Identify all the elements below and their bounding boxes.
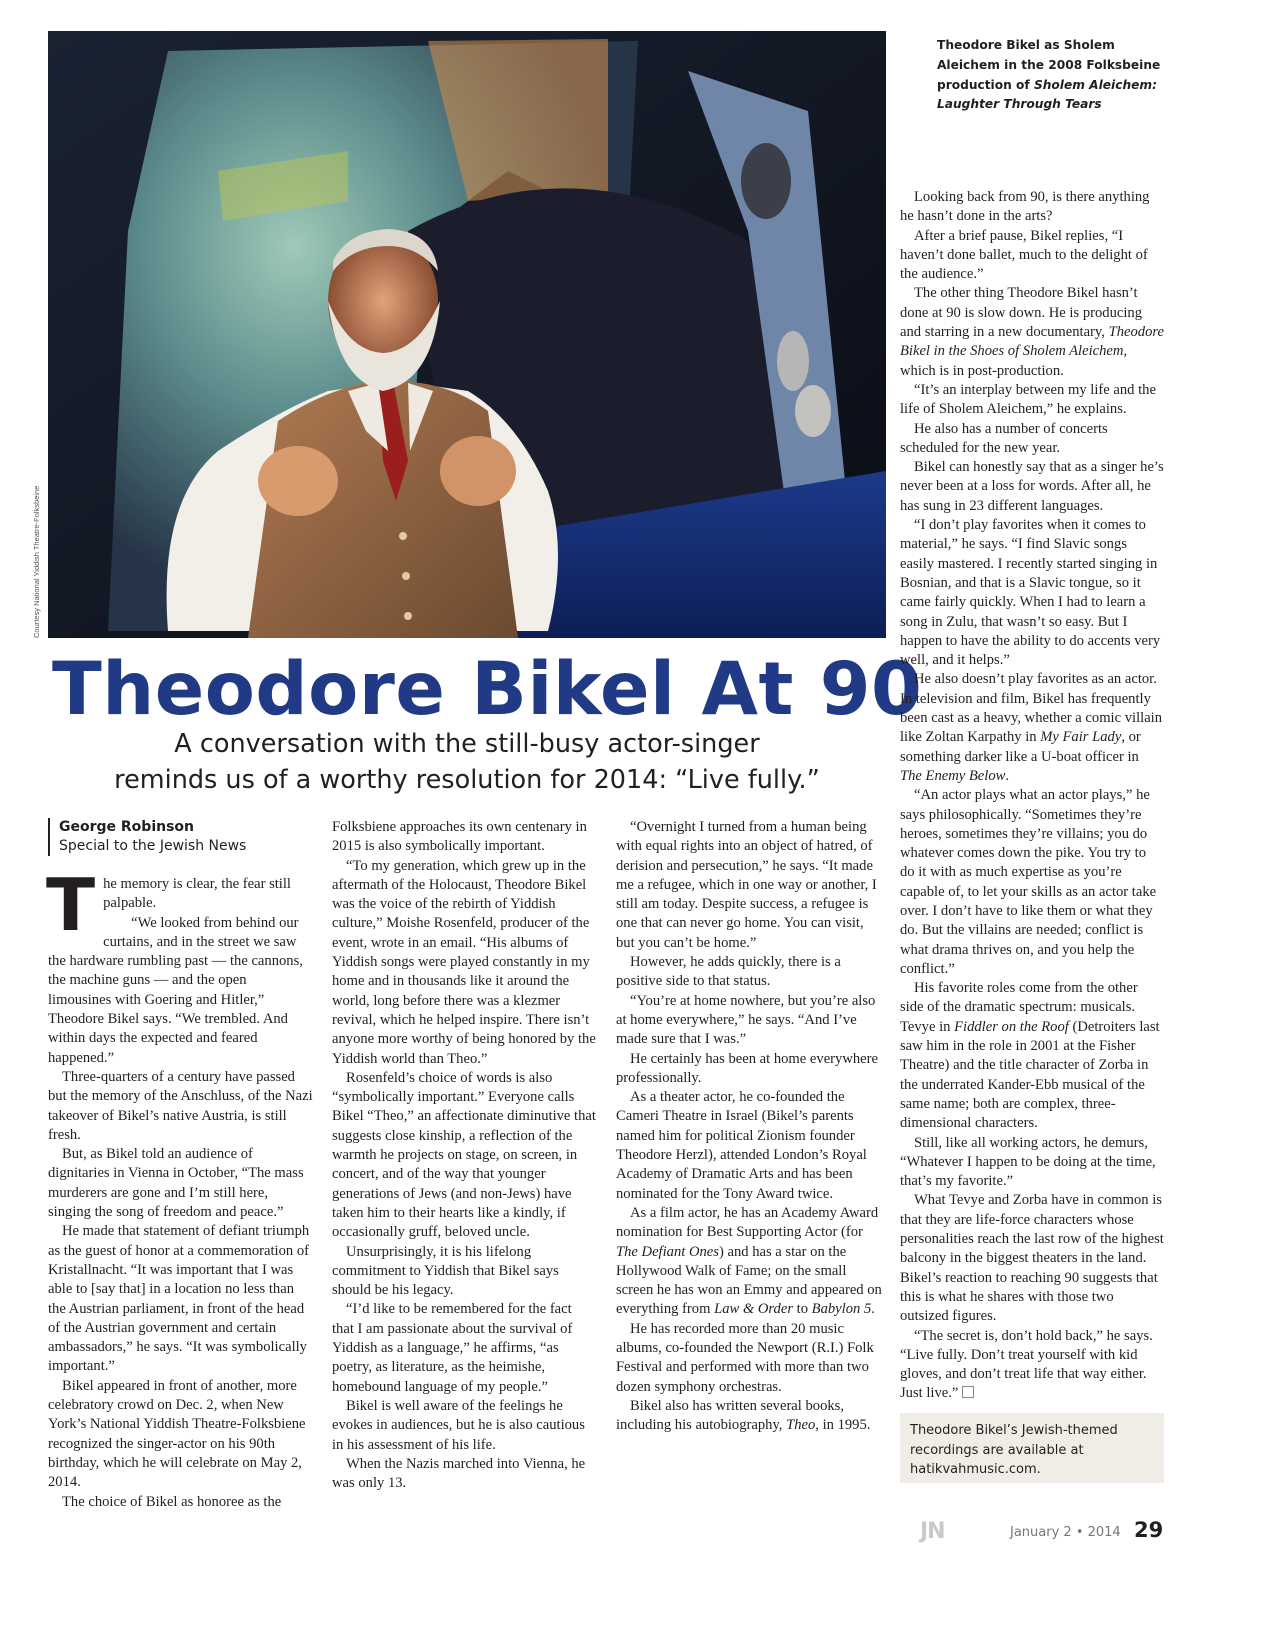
- deck-line-2: reminds us of a worthy resolution for 2014: “Live fully.”: [114, 765, 820, 795]
- article-column-2: [332, 818, 597, 1493]
- paragraph: “I don’t play favorites when it comes to material,” he says. “I find Slavic songs easily mastered. I recently started singing in Bosnian, and that is a Slavic tongue, so it came fairly quickly. When I had to learn a song in Zulu, that wasn’t so easy. But I happen to have the ability to do accents very well, and it helps.”: [900, 517, 1161, 669]
- paragraph: Folksbiene approaches its own centenary in 2015 is also symbolically important.: [332, 819, 587, 855]
- paragraph: Looking back from 90, is there anything he hasn’t done in the arts?: [900, 189, 1150, 225]
- author-name: George Robinson: [59, 819, 195, 835]
- paragraph: Three-quarters of a century have passed but the memory of the Anschluss, of the Nazi takeover of Bikel’s native Austria, is still fresh.: [48, 1068, 313, 1143]
- paragraph: As a theater actor, he co-founded the Cameri Theatre in Israel (Bikel’s parents named him for political Zionism founder Theodore Herzl), attended London’s Royal Academy of Dramatic Arts and has been nominated for the Tony Award twice.: [616, 1089, 867, 1202]
- info-box: Theodore Bikel’s Jewish-themed recordings are available at hatikvahmusic.com.: [900, 1413, 1164, 1483]
- end-mark-icon: [962, 1386, 974, 1398]
- article-column-4: [900, 188, 1164, 1404]
- paragraph: “Overnight I turned from a human being with equal rights into an object of hatred, of derision and persecution,” he says. “It made me a refugee, which in one way or another, I still am today. Despite success, a refugee is one that can never go home. You can visit, but you can’t be home.”: [616, 819, 877, 951]
- byline: [48, 818, 246, 856]
- headline: Theodore Bikel At 90: [52, 647, 923, 732]
- paragraph: He also has a number of concerts scheduled for the new year.: [900, 420, 1108, 456]
- paragraph: The other thing Theodore Bikel hasn’t done at 90 is slow down. He is producing and starring in a new documentary, Theodore Bikel in the Shoes of Sholem Aleichem, which is in post-production.: [900, 285, 1164, 379]
- paragraph: “An actor plays what an actor plays,” he says philosophically. “Sometimes they’re heroes, sometimes they’re villains; you do whatever comes down the pike. You try to do it with as much expertise as you’re capable of, to let your skills as an actor take over. I don’t have to like them or what they do. But the villains are needed; conflict is what drama thrives on, and you help the conflict.”: [900, 787, 1157, 977]
- paragraph: As a film actor, he has an Academy Award nomination for Best Supporting Actor (for The Defiant Ones) and has a star on the Hollywood Walk of Fame; on the small screen he has won an Emmy and appeared on everything from Law & Order to Babylon 5.: [616, 1204, 882, 1318]
- paragraph: However, he adds quickly, there is a positive side to that status.: [616, 954, 841, 990]
- paragraph: Bikel is well aware of the feelings he evokes in audiences, but he is also cautious in his assessment of his life.: [332, 1397, 585, 1453]
- paragraph: When the Nazis marched into Vienna, he was only 13.: [332, 1455, 586, 1492]
- paragraph: “I’d like to be remembered for the fact that I am passionate about the survival of Yiddish as a language,” he affirms, “as poetry, as literature, as the heimishe, homebound language of my people.”: [332, 1301, 573, 1395]
- paragraph: “To my generation, which grew up in the aftermath of the Holocaust, Theodore Bikel was the voice of the rebirth of Yiddish culture,” Moishe Rosenfeld, producer of the event, wrote in an email. “His albums of Yiddish songs were played constantly in my home and in thousands like it around the world, long before there was a klezmer revival, which he helped inspire. There isn’t anyone more worthy of being honored by the Yiddish world than Theo.”: [332, 857, 596, 1067]
- page-number: 29: [1134, 1518, 1164, 1542]
- paragraph: “It’s an interplay between my life and the life of Sholem Aleichem,” he explains.: [900, 381, 1156, 418]
- paragraph: His favorite roles come from the other side of the dramatic spectrum: musicals. Tevye in Fiddler on the Roof (Detroiters last saw him in the role in 2001 at the Fisher Theatre) and the title character of Zorba in the underrated Kander-Ebb musical of the same name; both are complex, three-dimensional characters.: [900, 980, 1160, 1132]
- stage-photo-illustration: [48, 31, 886, 638]
- paragraph: He certainly has been at home everywhere professionally.: [616, 1050, 878, 1086]
- paragraph: He also doesn’t play favorites as an actor. In television and film, Bikel has frequently been cast as a heavy, whether a comic villain like Zoltan Karpathy in My Fair Lady, or something darker like a U-boat officer in The Enemy Below.: [900, 671, 1163, 784]
- paragraph: The choice of Bikel as honoree as the: [62, 1493, 282, 1510]
- caption-title: Sholem Aleichem: Laughter Through Tears: [937, 77, 1157, 112]
- author-affiliation: Special to the Jewish News: [59, 838, 247, 854]
- publication-logo: JN: [920, 1519, 945, 1544]
- paragraph: “We looked from behind our curtains, and in the street we saw the hardware rumbling past — the cannons, the machine guns — and the open limousines with Goering and Hitler,” Theodore Bikel says. “We trembled. And within days the expected and feared happened.”: [48, 914, 303, 1066]
- paragraph: He has recorded more than 20 music albums, co-founded the Newport (R.I.) Folk Festival and performed with more than two dozen symphony orchestras.: [616, 1320, 874, 1395]
- paragraph: Still, like all working actors, he demurs, “Whatever I happen to be doing at the time, that’s my favorite.”: [900, 1134, 1156, 1190]
- paragraph: “The secret is, don’t hold back,” he says. “Live fully. Don’t treat yourself with kid gloves, and don’t treat life that way either. Just live.”: [900, 1327, 1153, 1402]
- paragraph: Bikel can honestly say that as a singer he’s never been at a loss for words. After all, he has sung in 23 different languages.: [900, 459, 1164, 514]
- photo-credit: Courtesy National Yiddish Theatre-Folksbeine: [32, 485, 41, 638]
- paragraph: What Tevye and Zorba have in common is that they are life-force characters whose personalities reach the last row of the highest balcony in the biggest theaters in the land. Bikel’s reaction to reaching 90 suggests that this is what he shares with those two outsized figures.: [900, 1192, 1164, 1325]
- paragraph: Unsurprisingly, it is his lifelong commitment to Yiddish that Bikel says should be his legacy.: [332, 1243, 559, 1299]
- paragraph: “You’re at home nowhere, but you’re also at home everywhere,” he says. “And I’ve made sure that I was.”: [616, 992, 876, 1048]
- article-column-1: [46, 863, 313, 1512]
- paragraph: The memory is clear, the fear still palpable.: [46, 863, 291, 947]
- paragraph: Bikel also has written several books, including his autobiography, Theo, in 1995.: [616, 1397, 871, 1434]
- lead-photo: [48, 31, 886, 638]
- paragraph: After a brief pause, Bikel replies, “I haven’t done ballet, much to the delight of the audience.”: [900, 227, 1148, 283]
- paragraph: But, as Bikel told an audience of dignitaries in Vienna in October, “The mass murderers are gone and I’m still here, singing the song of freedom and peace.”: [48, 1146, 304, 1221]
- photo-caption: [937, 36, 1177, 115]
- article-column-3: [616, 818, 882, 1436]
- drop-cap: T: [46, 863, 96, 947]
- paragraph: Rosenfeld’s choice of words is also “symbolically important.” Everyone calls Bikel “Theo,” an affectionate diminutive that suggests close kinship, a reflection of the warmth he projects on stage, on screen, in concert, and of the way that younger generations of Jews (and non-Jews) have taken him to their hearts like a kindly, if occasionally gruff, beloved uncle.: [332, 1069, 596, 1241]
- paragraph: He made that statement of defiant triumph as the guest of honor at a commemoration of Kristallnacht. “It was important that I was able to [say that] in a location no less than the Austrian parliament, in front of the head of the Austrian government and certain ambassadors,” he says. “It was symbolically important.”: [48, 1223, 310, 1375]
- caption-text: Theodore Bikel as Sholem Aleichem in the 2008 Folksbeine production of: [937, 38, 1161, 92]
- paragraph: Bikel appeared in front of another, more celebratory crowd on Dec. 2, when New York’s National Yiddish Theatre-Folksbiene recognized the singer-actor on his 90th birthday, which he will celebrate on May 2, 2014.: [48, 1377, 306, 1491]
- deck: [48, 726, 886, 798]
- issue-date: January 2 • 2014: [1010, 1525, 1121, 1540]
- deck-line-1: A conversation with the still-busy actor-singer: [174, 729, 760, 759]
